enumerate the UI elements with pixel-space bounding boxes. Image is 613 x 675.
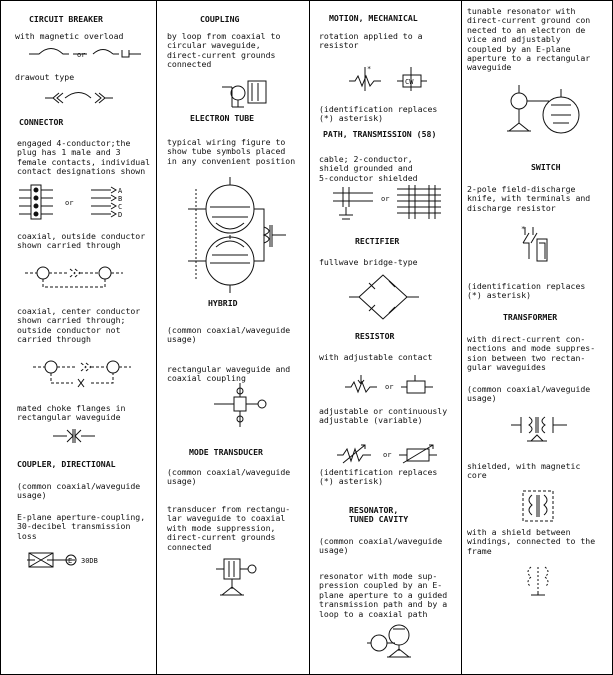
text-rect-waveguide-coaxial: rectangular waveguide and coaxial coupling (167, 364, 291, 384)
heading-motion-mechanical: MOTION, MECHANICAL (329, 13, 418, 23)
coaxial-outside-conductor-symbol (25, 261, 125, 293)
svg-text:*: * (367, 65, 372, 73)
variable-resistor-symbol (337, 441, 447, 465)
heading-circuit-breaker: CIRCUIT BREAKER (29, 14, 103, 24)
text-mode-transducer-usage: (common coaxial/waveguide usage) (167, 467, 291, 487)
circuit-breaker-overload-symbol (29, 45, 144, 59)
heading-mode-transducer: MODE TRANSDUCER (189, 447, 263, 457)
svg-text:D: D (118, 211, 123, 219)
heading-hybrid: HYBRID (208, 298, 238, 308)
text-tunable-resonator: tunable resonator with direct-current ground con nected to an electron de vice and adjustably coupled by an E-plane aperture to a rectangular waveguide (467, 6, 591, 73)
svg-text:C: C (118, 203, 123, 211)
text-engaged-connector: engaged 4-conductor;the plug has 1 male and 3 female contacts, individual contact designations shown (17, 138, 151, 177)
text-coupling-loop: by loop from coaxial to circular waveguide, direct-current grounds connected (167, 31, 281, 70)
choke-flange-symbol (53, 427, 103, 445)
directional-coupler-symbol (27, 549, 137, 571)
heading-transformer: TRANSFORMER (503, 312, 558, 322)
shielded-transformer-symbol (521, 489, 561, 525)
svg-text:B: B (118, 195, 123, 203)
text-rotation-resistor: rotation applied to a resistor (319, 31, 423, 51)
text-adjustable-variable: adjustable or continuously adjustable (variable) (319, 406, 448, 426)
column-2 (156, 1, 309, 674)
heading-electron-tube: ELECTRON TUBE (190, 113, 255, 123)
svg-text:CW: CW (405, 78, 414, 86)
column-4 (461, 1, 613, 674)
svg-text:or: or (77, 51, 86, 59)
drawout-breaker-symbol (45, 89, 115, 105)
text-resonator-mode: resonator with mode sup- pression coupled by an E- plane aperture to a guided transmission path and by a loop to a coaxial path (319, 571, 448, 619)
text-hybrid-usage: (common coaxial/waveguide usage) (167, 325, 291, 345)
svg-text:E: E (68, 557, 73, 565)
text-coaxial-center: coaxial, center conductor shown carried through; outside conductor not carried through (17, 306, 141, 345)
text-coupler-usage: (common coaxial/waveguide usage) (17, 481, 141, 501)
field-discharge-switch-symbol (519, 223, 559, 267)
engaged-connector-symbol (15, 183, 145, 223)
column-3 (309, 1, 461, 674)
heading-coupler-directional: COUPLER, DIRECTIONAL (17, 459, 116, 469)
text-switch: 2-pole field-discharge knife, with terminals and discharge resistor (467, 184, 591, 213)
text-resonator-usage: (common coaxial/waveguide usage) (319, 536, 443, 556)
svg-text:A: A (118, 187, 123, 195)
resonator-symbol (367, 621, 437, 661)
shield-between-windings-symbol (521, 565, 561, 599)
heading-resonator: RESONATOR, TUNED CAVITY (349, 505, 409, 525)
text-shield-between-windings: with a shield between windings, connected to the frame (467, 527, 596, 556)
heading-coupling: COUPLING (200, 14, 240, 24)
svg-text:30DB: 30DB (81, 557, 98, 565)
text-drawout-type: drawout type (15, 72, 75, 82)
rectifier-bridge-symbol (349, 271, 429, 321)
text-identification-replaces-2: (identification replaces (*) asterisk) (319, 467, 438, 487)
heading-connector: CONNECTOR (19, 117, 64, 127)
text-mated-choke: mated choke flanges in rectangular waveguide (17, 403, 126, 423)
text-cable: cable; 2-conductor, shield grounded and 5-conductor shielded (319, 154, 418, 183)
text-transducer: transducer from rectangu- lar waveguide to coaxial with mode suppression, direct-current grounds connected (167, 504, 291, 552)
text-transformer-dc: with direct-current con- nections and mode suppres- sion between two rectan- gular waveguides (467, 334, 596, 373)
resistor-adjustable-contact-symbol (345, 373, 435, 397)
text-identification-replaces-1: (identification replaces (*) asterisk) (319, 104, 438, 124)
heading-rectifier: RECTIFIER (355, 236, 400, 246)
rotation-resistor-symbol (349, 63, 439, 95)
svg-text:or: or (381, 195, 390, 203)
hybrid-symbol (214, 383, 274, 431)
text-transformer-usage: (common coaxial/waveguide usage) (467, 384, 591, 404)
svg-text:or: or (385, 383, 394, 391)
text-coaxial-outside: coaxial, outside conductor shown carried through (17, 231, 146, 251)
text-magnetic-overload: with magnetic overload (15, 31, 124, 41)
column-1 (1, 1, 156, 674)
transformer-waveguide-symbol (511, 411, 571, 449)
mode-transducer-symbol (216, 557, 276, 601)
cable-symbol (333, 185, 443, 225)
text-e-plane-coupling: E-plane aperture-coupling, 30-decibel transmission loss (17, 512, 146, 541)
tunable-resonator-symbol (505, 81, 585, 151)
coupling-loop-symbol (222, 77, 272, 109)
text-fullwave-bridge: fullwave bridge-type (319, 257, 418, 267)
svg-text:or: or (65, 199, 74, 207)
coaxial-center-conductor-symbol (33, 357, 133, 389)
text-identification-replaces-3: (identification replaces (*) asterisk) (467, 281, 586, 301)
text-adjustable-contact: with adjustable contact (319, 352, 433, 362)
text-electron-tube: typical wiring figure to show tube symbols placed in any convenient position (167, 137, 296, 166)
text-shielded-core: shielded, with magnetic core (467, 461, 581, 481)
svg-text:*: * (521, 225, 526, 233)
heading-path-transmission: PATH, TRANSMISSION (58) (323, 129, 437, 139)
svg-text:or: or (383, 451, 392, 459)
heading-resistor: RESISTOR (355, 331, 395, 341)
electron-tube-wiring-figure (188, 177, 288, 293)
heading-switch: SWITCH (531, 162, 561, 172)
